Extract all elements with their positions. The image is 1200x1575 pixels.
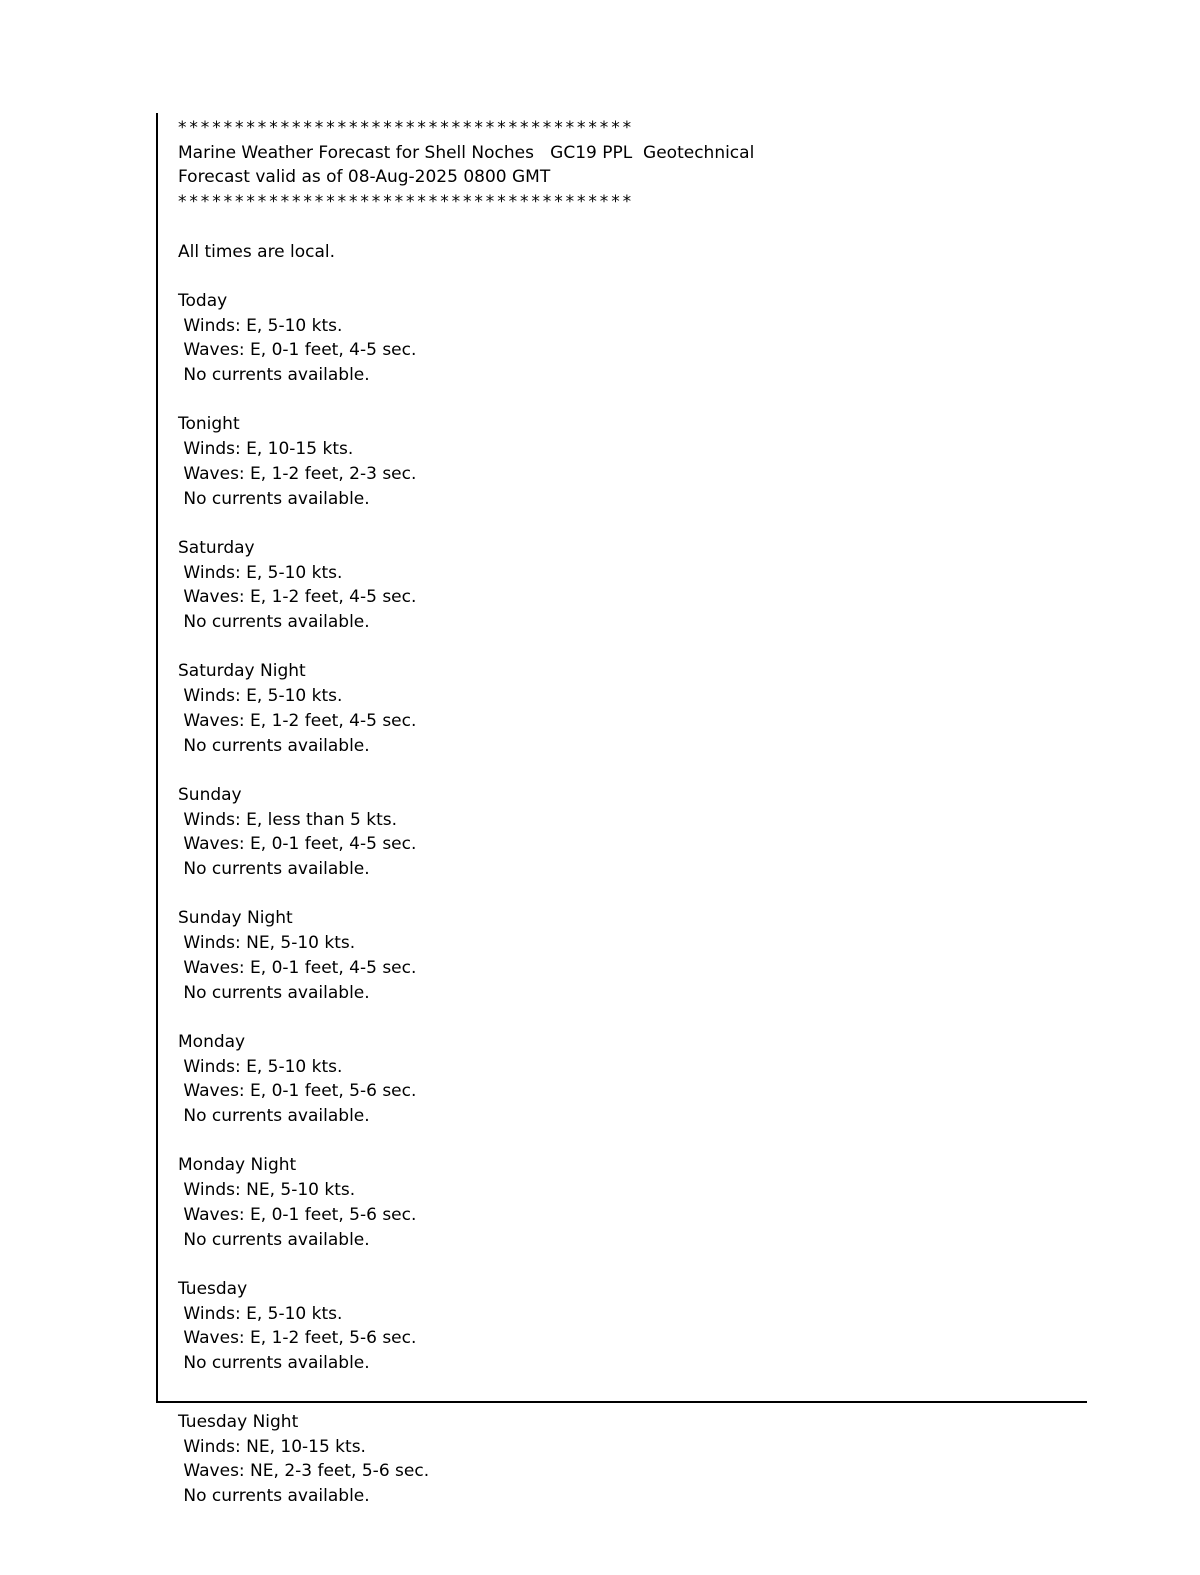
waves-line: Waves: E, 1-2 feet, 4-5 sec. (178, 710, 417, 731)
currents-line: No currents available. (178, 859, 370, 879)
currents-line: No currents available. (178, 982, 370, 1003)
section-day: Monday Night (178, 1155, 297, 1176)
banner-line-top: **************************************** (178, 118, 634, 138)
blank-line (178, 511, 1087, 536)
banner-line-bottom: **************************************** (178, 192, 634, 213)
blank-line (178, 882, 1087, 907)
winds-line: Winds: E, 5-10 kts. (178, 1303, 343, 1324)
forecast-section-today (178, 289, 1087, 413)
forecast-section-saturday-night (178, 659, 1087, 783)
currents-line: No currents available. (178, 1229, 370, 1250)
winds-line: Winds: E, 5-10 kts. (178, 1056, 343, 1077)
section-day: Tuesday Night (178, 1412, 299, 1432)
waves-line: Waves: E, 0-1 feet, 4-5 sec. (178, 340, 417, 361)
waves-line: Waves: NE, 2-3 feet, 5-6 sec. (178, 1461, 430, 1482)
forecast-section-tuesday-night (178, 1410, 429, 1509)
section-day: Sunday (178, 784, 242, 805)
forecast-section-saturday (178, 536, 1087, 660)
forecast-box (156, 113, 1087, 1403)
winds-line: Winds: NE, 5-10 kts. (178, 1180, 356, 1201)
section-day: Saturday (178, 537, 255, 558)
section-day: Tuesday (178, 1278, 248, 1299)
waves-line: Waves: E, 0-1 feet, 5-6 sec. (178, 1204, 417, 1225)
currents-line: No currents available. (178, 612, 370, 632)
forecast-section-tuesday (178, 1277, 1087, 1401)
waves-line: Waves: E, 1-2 feet, 2-3 sec. (178, 463, 417, 484)
waves-line: Waves: E, 0-1 feet, 4-5 sec. (178, 957, 417, 978)
blank-line (178, 758, 1087, 783)
waves-line: Waves: E, 1-2 feet, 5-6 sec. (178, 1328, 417, 1349)
currents-line: No currents available. (178, 1106, 370, 1126)
winds-line: Winds: E, less than 5 kts. (178, 809, 397, 830)
section-day: Sunday Night (178, 908, 293, 929)
blank-line (178, 635, 1087, 660)
forecast-section-sunday-night (178, 906, 1087, 1030)
section-day: Tonight (178, 414, 240, 435)
winds-line: Winds: NE, 5-10 kts. (178, 933, 356, 954)
forecast-title: Marine Weather Forecast for Shell Noches GC19 PPL Geotechnical (178, 142, 755, 163)
waves-line: Waves: E, 0-1 feet, 5-6 sec. (178, 1081, 417, 1102)
currents-line: No currents available. (178, 1486, 370, 1507)
winds-line: Winds: NE, 10-15 kts. (178, 1436, 366, 1457)
winds-line: Winds: E, 5-10 kts. (178, 686, 343, 707)
blank-line (178, 264, 1087, 289)
currents-line: No currents available. (178, 488, 370, 509)
section-day: Today (178, 290, 228, 311)
blank-line (178, 388, 1087, 413)
forecast-section-monday (178, 1030, 1087, 1154)
forecast-section-sunday (178, 783, 1087, 907)
winds-line: Winds: E, 5-10 kts. (178, 562, 343, 583)
blank-line (178, 1252, 1087, 1277)
section-day: Monday (178, 1031, 246, 1052)
forecast-section-monday-night (178, 1153, 1087, 1277)
blank-line (178, 1129, 1087, 1154)
forecast-valid-line: Forecast valid as of 08-Aug-2025 0800 GMT (178, 167, 551, 188)
currents-line: No currents available. (178, 735, 370, 756)
blank-line (178, 215, 1087, 240)
forecast-section-tonight (178, 412, 1087, 536)
waves-line: Waves: E, 1-2 feet, 4-5 sec. (178, 587, 417, 608)
blank-line (178, 1376, 1087, 1401)
winds-line: Winds: E, 10-15 kts. (178, 439, 354, 460)
winds-line: Winds: E, 5-10 kts. (178, 315, 343, 336)
waves-line: Waves: E, 0-1 feet, 4-5 sec. (178, 834, 417, 855)
currents-line: No currents available. (178, 365, 370, 385)
currents-line: No currents available. (178, 1353, 370, 1373)
section-day: Saturday Night (178, 661, 306, 682)
blank-line (178, 1005, 1087, 1030)
timezone-note: All times are local. (178, 241, 336, 262)
